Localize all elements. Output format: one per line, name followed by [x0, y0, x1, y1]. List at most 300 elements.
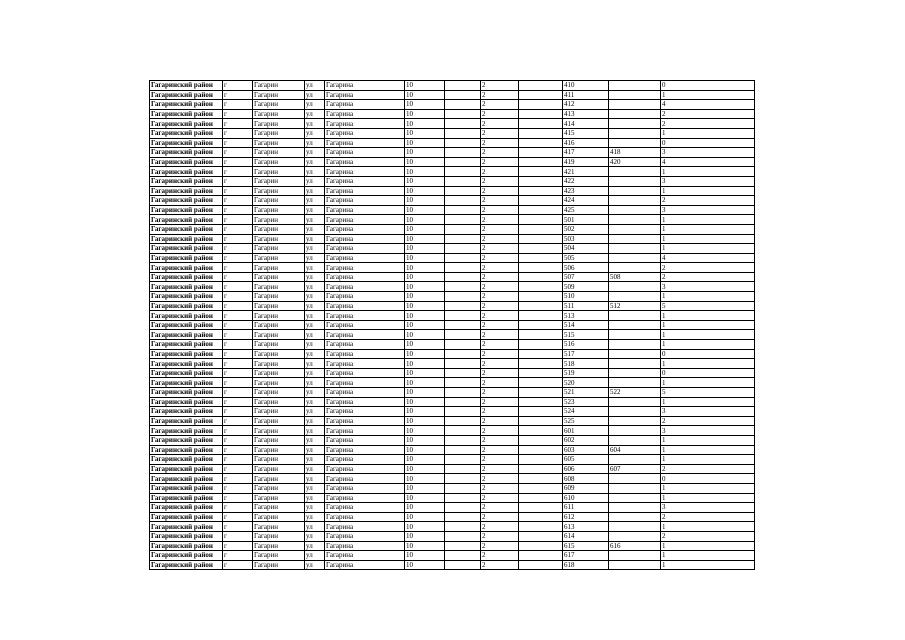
cell-count: 5 — [661, 301, 755, 311]
cell-flat: 511 — [563, 301, 609, 311]
cell-flat2 — [609, 282, 661, 292]
cell-count: 1 — [661, 445, 755, 455]
cell-flat-from — [519, 90, 563, 100]
cell-entrance: 2 — [481, 81, 519, 91]
cell-type: г — [223, 531, 253, 541]
cell-flat: 415 — [563, 128, 609, 138]
cell-flat2 — [609, 128, 661, 138]
cell-flat2 — [609, 320, 661, 330]
cell-entrance: 2 — [481, 196, 519, 206]
table-body — [150, 81, 755, 570]
cell-street: Гагарина — [325, 349, 405, 359]
cell-entrance: 2 — [481, 551, 519, 561]
cell-type: г — [223, 311, 253, 321]
cell-flat-from — [519, 263, 563, 273]
cell-count: 0 — [661, 138, 755, 148]
cell-building — [445, 109, 481, 119]
cell-type: г — [223, 407, 253, 417]
cell-count: 1 — [661, 186, 755, 196]
cell-house: 10 — [405, 416, 445, 426]
cell-entrance: 2 — [481, 474, 519, 484]
cell-street-type: ул — [305, 253, 325, 263]
cell-street: Гагарина — [325, 292, 405, 302]
cell-entrance: 2 — [481, 224, 519, 234]
cell-flat2: 420 — [609, 157, 661, 167]
cell-street: Гагарина — [325, 455, 405, 465]
cell-flat: 410 — [563, 81, 609, 91]
cell-flat2 — [609, 292, 661, 302]
cell-flat-from — [519, 311, 563, 321]
cell-building — [445, 340, 481, 350]
cell-house: 10 — [405, 455, 445, 465]
cell-house: 10 — [405, 282, 445, 292]
cell-flat: 513 — [563, 311, 609, 321]
table-row — [150, 148, 755, 158]
cell-entrance: 2 — [481, 407, 519, 417]
cell-street: Гагарина — [325, 445, 405, 455]
cell-building — [445, 282, 481, 292]
cell-flat2: 604 — [609, 445, 661, 455]
cell-building — [445, 205, 481, 215]
cell-flat-from — [519, 138, 563, 148]
cell-building — [445, 330, 481, 340]
cell-district: Гагаринский район — [150, 426, 223, 436]
cell-type: г — [223, 128, 253, 138]
cell-flat-from — [519, 416, 563, 426]
cell-entrance: 2 — [481, 215, 519, 225]
cell-entrance: 2 — [481, 464, 519, 474]
table-row — [150, 301, 755, 311]
cell-flat2 — [609, 340, 661, 350]
cell-flat-from — [519, 340, 563, 350]
cell-count: 1 — [661, 224, 755, 234]
cell-flat-from — [519, 464, 563, 474]
cell-flat-from — [519, 503, 563, 513]
cell-district: Гагаринский район — [150, 167, 223, 177]
cell-house: 10 — [405, 128, 445, 138]
table-row — [150, 205, 755, 215]
cell-street: Гагарина — [325, 368, 405, 378]
cell-count: 1 — [661, 311, 755, 321]
cell-city: Гагарин — [253, 272, 305, 282]
cell-district: Гагаринский район — [150, 234, 223, 244]
cell-district: Гагаринский район — [150, 359, 223, 369]
cell-count: 0 — [661, 368, 755, 378]
cell-entrance: 2 — [481, 301, 519, 311]
cell-district: Гагаринский район — [150, 128, 223, 138]
cell-house: 10 — [405, 551, 445, 561]
cell-city: Гагарин — [253, 512, 305, 522]
cell-type: г — [223, 397, 253, 407]
cell-type: г — [223, 215, 253, 225]
cell-street-type: ул — [305, 263, 325, 273]
cell-building — [445, 483, 481, 493]
cell-street: Гагарина — [325, 244, 405, 254]
table-row — [150, 90, 755, 100]
cell-city: Гагарин — [253, 503, 305, 513]
cell-city: Гагарин — [253, 435, 305, 445]
table-row — [150, 330, 755, 340]
cell-type: г — [223, 167, 253, 177]
cell-count: 3 — [661, 148, 755, 158]
cell-entrance: 2 — [481, 455, 519, 465]
cell-district: Гагаринский район — [150, 541, 223, 551]
cell-street-type: ул — [305, 340, 325, 350]
cell-flat-from — [519, 551, 563, 561]
cell-district: Гагаринский район — [150, 407, 223, 417]
cell-flat: 422 — [563, 176, 609, 186]
cell-street-type: ул — [305, 522, 325, 532]
cell-house: 10 — [405, 205, 445, 215]
cell-flat: 423 — [563, 186, 609, 196]
cell-count: 2 — [661, 272, 755, 282]
cell-flat2 — [609, 455, 661, 465]
table-row — [150, 311, 755, 321]
cell-flat2 — [609, 407, 661, 417]
cell-count: 3 — [661, 407, 755, 417]
table-row — [150, 416, 755, 426]
cell-count: 1 — [661, 167, 755, 177]
cell-building — [445, 349, 481, 359]
cell-street: Гагарина — [325, 100, 405, 110]
cell-type: г — [223, 435, 253, 445]
cell-flat-from — [519, 426, 563, 436]
cell-city: Гагарин — [253, 205, 305, 215]
table-row — [150, 426, 755, 436]
cell-entrance: 2 — [481, 416, 519, 426]
cell-building — [445, 263, 481, 273]
cell-district: Гагаринский район — [150, 349, 223, 359]
cell-district: Гагаринский район — [150, 378, 223, 388]
cell-type: г — [223, 253, 253, 263]
cell-street-type: ул — [305, 426, 325, 436]
cell-flat2: 616 — [609, 541, 661, 551]
cell-type: г — [223, 483, 253, 493]
cell-type: г — [223, 388, 253, 398]
cell-city: Гагарин — [253, 128, 305, 138]
cell-house: 10 — [405, 522, 445, 532]
cell-house: 10 — [405, 100, 445, 110]
cell-street-type: ул — [305, 493, 325, 503]
cell-entrance: 2 — [481, 234, 519, 244]
cell-street: Гагарина — [325, 464, 405, 474]
cell-street: Гагарина — [325, 109, 405, 119]
cell-flat: 617 — [563, 551, 609, 561]
cell-type: г — [223, 359, 253, 369]
cell-district: Гагаринский район — [150, 320, 223, 330]
cell-entrance: 2 — [481, 368, 519, 378]
cell-flat2 — [609, 483, 661, 493]
cell-building — [445, 234, 481, 244]
cell-type: г — [223, 426, 253, 436]
cell-flat-from — [519, 388, 563, 398]
cell-city: Гагарин — [253, 301, 305, 311]
cell-city: Гагарин — [253, 407, 305, 417]
cell-street-type: ул — [305, 167, 325, 177]
cell-flat: 516 — [563, 340, 609, 350]
cell-street-type: ул — [305, 397, 325, 407]
cell-entrance: 2 — [481, 109, 519, 119]
cell-street: Гагарина — [325, 416, 405, 426]
cell-city: Гагарин — [253, 445, 305, 455]
cell-house: 10 — [405, 109, 445, 119]
cell-count: 1 — [661, 483, 755, 493]
table-row — [150, 560, 755, 570]
cell-building — [445, 224, 481, 234]
cell-house: 10 — [405, 397, 445, 407]
cell-flat: 614 — [563, 531, 609, 541]
cell-house: 10 — [405, 215, 445, 225]
cell-flat2 — [609, 205, 661, 215]
cell-entrance: 2 — [481, 282, 519, 292]
cell-flat-from — [519, 205, 563, 215]
cell-street-type: ул — [305, 128, 325, 138]
cell-flat-from — [519, 109, 563, 119]
cell-district: Гагаринский район — [150, 474, 223, 484]
cell-entrance: 2 — [481, 138, 519, 148]
cell-count: 1 — [661, 493, 755, 503]
cell-flat2 — [609, 416, 661, 426]
cell-house: 10 — [405, 541, 445, 551]
cell-flat-from — [519, 407, 563, 417]
table-row — [150, 224, 755, 234]
cell-type: г — [223, 503, 253, 513]
cell-street-type: ул — [305, 503, 325, 513]
cell-building — [445, 148, 481, 158]
cell-building — [445, 397, 481, 407]
cell-count: 3 — [661, 503, 755, 513]
cell-flat2 — [609, 397, 661, 407]
cell-flat2 — [609, 244, 661, 254]
cell-building — [445, 388, 481, 398]
cell-house: 10 — [405, 196, 445, 206]
cell-type: г — [223, 378, 253, 388]
cell-city: Гагарин — [253, 388, 305, 398]
cell-city: Гагарин — [253, 234, 305, 244]
cell-street: Гагарина — [325, 157, 405, 167]
cell-count: 2 — [661, 109, 755, 119]
cell-flat: 411 — [563, 90, 609, 100]
cell-street: Гагарина — [325, 474, 405, 484]
cell-entrance: 2 — [481, 128, 519, 138]
cell-house: 10 — [405, 119, 445, 129]
cell-entrance: 2 — [481, 292, 519, 302]
cell-flat-from — [519, 483, 563, 493]
cell-street-type: ул — [305, 100, 325, 110]
cell-building — [445, 474, 481, 484]
cell-flat-from — [519, 167, 563, 177]
cell-building — [445, 464, 481, 474]
cell-count: 2 — [661, 416, 755, 426]
cell-flat: 416 — [563, 138, 609, 148]
cell-flat-from — [519, 541, 563, 551]
cell-street: Гагарина — [325, 138, 405, 148]
table-row — [150, 493, 755, 503]
cell-street: Гагарина — [325, 128, 405, 138]
cell-count: 1 — [661, 359, 755, 369]
cell-building — [445, 445, 481, 455]
cell-count: 4 — [661, 253, 755, 263]
cell-street-type: ул — [305, 531, 325, 541]
cell-city: Гагарин — [253, 464, 305, 474]
cell-district: Гагаринский район — [150, 483, 223, 493]
cell-entrance: 2 — [481, 263, 519, 273]
cell-street-type: ул — [305, 320, 325, 330]
cell-district: Гагаринский район — [150, 455, 223, 465]
cell-flat-from — [519, 100, 563, 110]
cell-house: 10 — [405, 253, 445, 263]
cell-flat: 412 — [563, 100, 609, 110]
cell-street: Гагарина — [325, 176, 405, 186]
cell-district: Гагаринский район — [150, 330, 223, 340]
cell-building — [445, 426, 481, 436]
cell-type: г — [223, 176, 253, 186]
cell-house: 10 — [405, 483, 445, 493]
cell-city: Гагарин — [253, 330, 305, 340]
cell-flat2 — [609, 263, 661, 273]
cell-street: Гагарина — [325, 407, 405, 417]
cell-street: Гагарина — [325, 224, 405, 234]
cell-flat-from — [519, 512, 563, 522]
cell-street: Гагарина — [325, 522, 405, 532]
cell-city: Гагарин — [253, 531, 305, 541]
cell-flat2 — [609, 330, 661, 340]
cell-flat: 521 — [563, 388, 609, 398]
cell-street: Гагарина — [325, 378, 405, 388]
cell-flat: 518 — [563, 359, 609, 369]
cell-building — [445, 407, 481, 417]
cell-flat2 — [609, 378, 661, 388]
table-row — [150, 435, 755, 445]
cell-city: Гагарин — [253, 282, 305, 292]
cell-city: Гагарин — [253, 483, 305, 493]
cell-count: 0 — [661, 474, 755, 484]
cell-street: Гагарина — [325, 234, 405, 244]
cell-type: г — [223, 244, 253, 254]
cell-building — [445, 292, 481, 302]
cell-count: 1 — [661, 397, 755, 407]
cell-city: Гагарин — [253, 493, 305, 503]
cell-city: Гагарин — [253, 263, 305, 273]
cell-flat: 417 — [563, 148, 609, 158]
cell-street: Гагарина — [325, 205, 405, 215]
cell-entrance: 2 — [481, 493, 519, 503]
cell-type: г — [223, 263, 253, 273]
address-table — [149, 80, 755, 570]
cell-house: 10 — [405, 81, 445, 91]
cell-flat-from — [519, 522, 563, 532]
cell-type: г — [223, 301, 253, 311]
cell-type: г — [223, 292, 253, 302]
cell-street: Гагарина — [325, 81, 405, 91]
cell-flat2 — [609, 100, 661, 110]
cell-house: 10 — [405, 90, 445, 100]
cell-district: Гагаринский район — [150, 292, 223, 302]
cell-street-type: ул — [305, 301, 325, 311]
cell-street: Гагарина — [325, 388, 405, 398]
cell-flat2: 508 — [609, 272, 661, 282]
cell-street: Гагарина — [325, 551, 405, 561]
cell-district: Гагаринский район — [150, 503, 223, 513]
cell-flat-from — [519, 560, 563, 570]
cell-district: Гагаринский район — [150, 512, 223, 522]
cell-house: 10 — [405, 244, 445, 254]
table-row — [150, 483, 755, 493]
cell-house: 10 — [405, 464, 445, 474]
cell-type: г — [223, 224, 253, 234]
cell-building — [445, 128, 481, 138]
cell-street: Гагарина — [325, 196, 405, 206]
cell-street-type: ул — [305, 90, 325, 100]
cell-house: 10 — [405, 148, 445, 158]
cell-flat2 — [609, 426, 661, 436]
table-row — [150, 512, 755, 522]
cell-flat: 519 — [563, 368, 609, 378]
cell-district: Гагаринский район — [150, 397, 223, 407]
cell-district: Гагаринский район — [150, 416, 223, 426]
table-row — [150, 81, 755, 91]
table-row — [150, 138, 755, 148]
cell-flat: 501 — [563, 215, 609, 225]
cell-count: 1 — [661, 234, 755, 244]
cell-flat: 514 — [563, 320, 609, 330]
cell-type: г — [223, 138, 253, 148]
table-row — [150, 503, 755, 513]
table-row — [150, 186, 755, 196]
cell-house: 10 — [405, 503, 445, 513]
cell-count: 3 — [661, 282, 755, 292]
cell-count: 1 — [661, 560, 755, 570]
cell-entrance: 2 — [481, 531, 519, 541]
cell-type: г — [223, 541, 253, 551]
table-row — [150, 109, 755, 119]
cell-street: Гагарина — [325, 215, 405, 225]
cell-city: Гагарин — [253, 224, 305, 234]
cell-street-type: ул — [305, 224, 325, 234]
cell-building — [445, 272, 481, 282]
cell-entrance: 2 — [481, 541, 519, 551]
cell-building — [445, 90, 481, 100]
cell-entrance: 2 — [481, 503, 519, 513]
cell-flat2 — [609, 234, 661, 244]
cell-building — [445, 81, 481, 91]
cell-street-type: ул — [305, 359, 325, 369]
cell-house: 10 — [405, 263, 445, 273]
cell-type: г — [223, 455, 253, 465]
cell-street-type: ул — [305, 215, 325, 225]
cell-flat: 517 — [563, 349, 609, 359]
cell-street-type: ул — [305, 138, 325, 148]
cell-type: г — [223, 282, 253, 292]
cell-count: 1 — [661, 320, 755, 330]
cell-flat-from — [519, 148, 563, 158]
cell-flat: 414 — [563, 119, 609, 129]
cell-house: 10 — [405, 435, 445, 445]
cell-street: Гагарина — [325, 320, 405, 330]
cell-count: 2 — [661, 196, 755, 206]
cell-street-type: ул — [305, 416, 325, 426]
cell-flat: 609 — [563, 483, 609, 493]
cell-street: Гагарина — [325, 90, 405, 100]
cell-type: г — [223, 474, 253, 484]
cell-count: 1 — [661, 128, 755, 138]
cell-city: Гагарин — [253, 368, 305, 378]
cell-city: Гагарин — [253, 416, 305, 426]
cell-flat: 613 — [563, 522, 609, 532]
cell-count: 1 — [661, 378, 755, 388]
cell-city: Гагарин — [253, 90, 305, 100]
cell-count: 2 — [661, 512, 755, 522]
